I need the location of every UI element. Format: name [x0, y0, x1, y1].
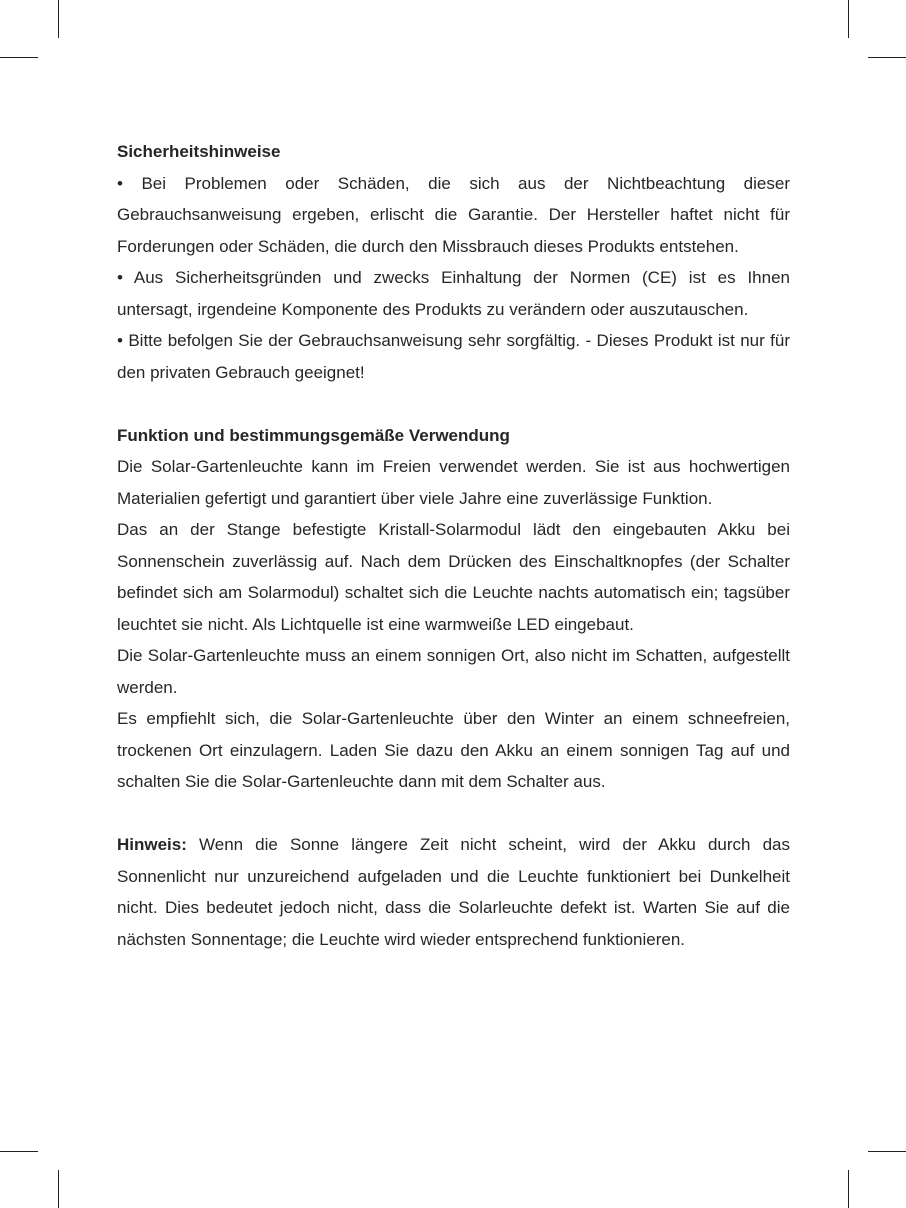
crop-mark-top-left-horizontal: [0, 57, 38, 58]
note-section: [117, 829, 790, 955]
function-section: [117, 420, 790, 798]
function-paragraph: Die Solar-Gartenleuchte kann im Freien verwendet werden. Sie ist aus hochwertigen Materialien gefertigt und garantiert über viele Jahre eine zuverlässige Funktion.: [117, 457, 790, 508]
function-paragraph: Das an der Stange befestigte Kristall-Solarmodul lädt den eingebauten Akku bei Sonnenschein zuverlässig auf. Nach dem Drücken des Einschaltknopfes (der Schalter befindet sich am Solarmodul) schaltet sich die Leuchte nachts automatisch ein; tagsüber leuchtet sie nicht. Als Lichtquelle ist eine warmweiße LED eingebaut.: [117, 520, 790, 634]
safety-bullet: • Bei Problemen oder Schäden, die sich aus der Nichtbeachtung dieser Gebrauchsanweisung ergeben, erlischt die Garantie. Der Hersteller haftet nicht für Forderungen oder Schäden, die durch den Missbrauch dieses Produkts entstehen.: [117, 173, 790, 256]
function-paragraph: Es empfiehlt sich, die Solar-Gartenleuchte über den Winter an einem schneefreien, trockenen Ort einzulagern. Laden Sie dazu den Akku an einem sonnigen Tag auf und schalten Sie die Solar-Gartenleuchte dann mit dem Schalter aus.: [117, 709, 790, 791]
crop-mark-bottom-right-horizontal: [868, 1151, 906, 1152]
note-label: Hinweis:: [117, 835, 187, 854]
note-paragraph: [117, 829, 790, 955]
function-paragraph: Die Solar-Gartenleuchte muss an einem sonnigen Ort, also nicht im Schatten, aufgestellt werden.: [117, 646, 790, 697]
crop-mark-top-right-horizontal: [868, 57, 906, 58]
safety-heading: Sicherheitshinweise: [117, 142, 281, 161]
crop-mark-bottom-left-horizontal: [0, 1151, 38, 1152]
crop-mark-bottom-left-vertical: [58, 1170, 59, 1208]
document-body: [117, 136, 790, 955]
crop-mark-top-right-vertical: [848, 0, 849, 38]
note-text: Wenn die Sonne längere Zeit nicht scheint, wird der Akku durch das Sonnenlicht nur unzureichend aufgeladen und die Leuchte funktioniert bei Dunkelheit nicht. Dies bedeutet jedoch nicht, dass die Solarleuchte defekt ist. Warten Sie auf die nächsten Sonnentage; die Leuchte wird wieder entsprechend funktionieren.: [117, 835, 790, 949]
safety-section: [117, 136, 790, 388]
safety-bullet: • Aus Sicherheitsgründen und zwecks Einhaltung der Normen (CE) ist es Ihnen untersagt, irgendeine Komponente des Produkts zu verändern oder auszutauschen.: [117, 268, 790, 319]
crop-mark-bottom-right-vertical: [848, 1170, 849, 1208]
safety-bullet: • Bitte befolgen Sie der Gebrauchsanweisung sehr sorgfältig. - Dieses Produkt ist nur für den privaten Gebrauch geeignet!: [117, 331, 790, 382]
function-heading: Funktion und bestimmungsgemäße Verwendung: [117, 425, 510, 445]
crop-mark-top-left-vertical: [58, 0, 59, 38]
